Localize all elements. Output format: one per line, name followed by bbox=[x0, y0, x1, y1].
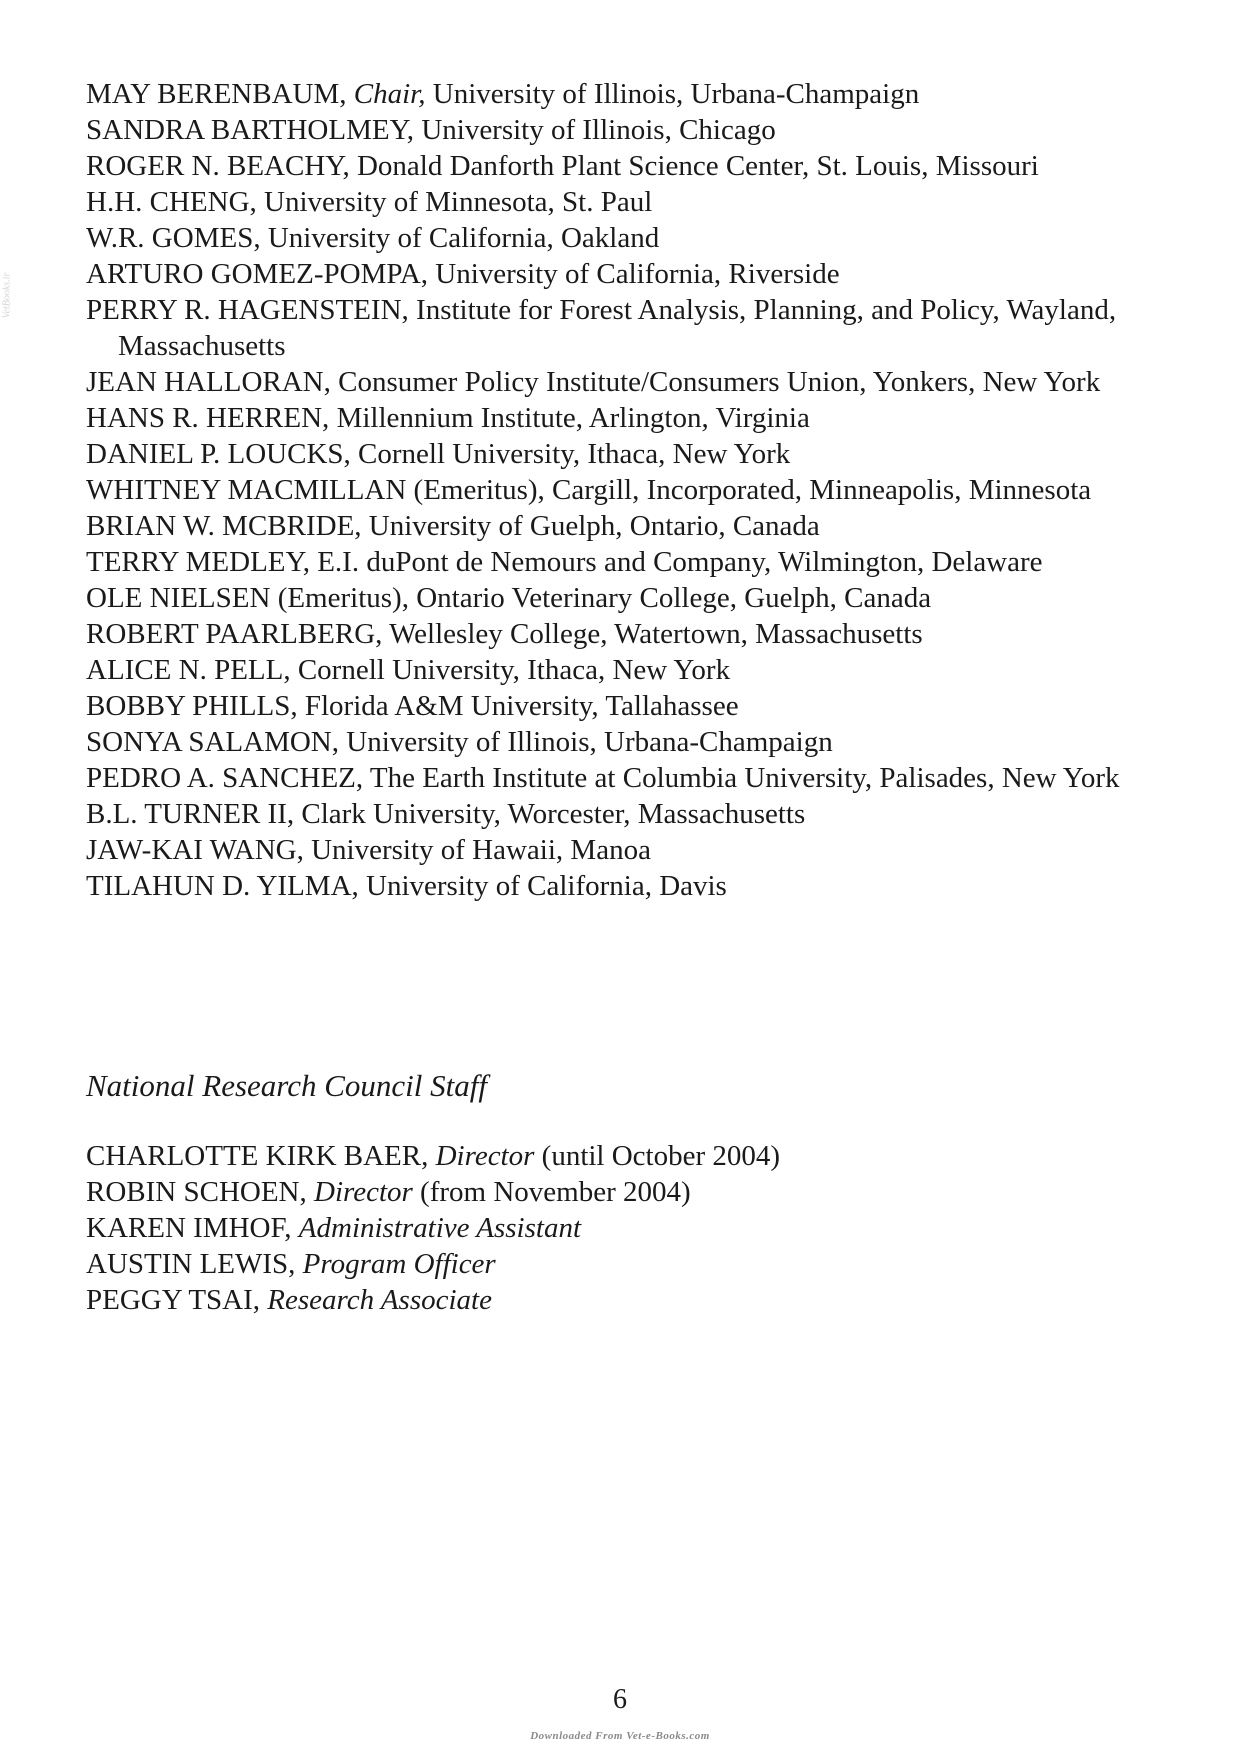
staff-title: Administrative Assistant bbox=[298, 1212, 582, 1244]
member-affiliation: Cornell University, Ithaca, New York bbox=[358, 438, 791, 470]
member-affiliation: The Earth Institute at Columbia University, Palisades, New York bbox=[369, 762, 1120, 794]
member-affiliation: (Emeritus), Cargill, Incorporated, Minneapolis, Minnesota bbox=[413, 474, 1092, 506]
member-name: ARTURO GOMEZ-POMPA, bbox=[86, 258, 436, 290]
member-affiliation: Florida A&M University, Tallahassee bbox=[304, 690, 739, 722]
member-name: MAY BERENBAUM, bbox=[86, 78, 354, 110]
member-affiliation: University of Guelph, Ontario, Canada bbox=[368, 510, 820, 542]
member-affiliation: Consumer Policy Institute/Consumers Union, Yonkers, New York bbox=[338, 366, 1101, 398]
member-affiliation: E.I. duPont de Nemours and Company, Wilmington, Delaware bbox=[317, 546, 1043, 578]
staff-name: AUSTIN LEWIS, bbox=[86, 1248, 303, 1280]
member-row bbox=[86, 796, 1166, 832]
member-affiliation: Millennium Institute, Arlington, Virginia bbox=[336, 402, 810, 434]
member-row bbox=[86, 508, 1166, 544]
staff-note: (until October 2004) bbox=[534, 1140, 781, 1172]
member-row bbox=[86, 652, 1166, 688]
member-name: JAW-KAI WANG, bbox=[86, 834, 312, 866]
member-affiliation: Institute for Forest Analysis, Planning, and Policy, Wayland, Massachusetts bbox=[118, 294, 1117, 362]
staff-title: Research Associate bbox=[267, 1284, 492, 1316]
page-number: 6 bbox=[613, 1684, 627, 1715]
member-row bbox=[86, 544, 1166, 580]
staff-row bbox=[86, 1246, 780, 1282]
member-affiliation: University of California, Oakland bbox=[267, 222, 660, 254]
member-row bbox=[86, 184, 1166, 220]
staff-row bbox=[86, 1138, 780, 1174]
staff-title: Program Officer bbox=[302, 1248, 496, 1280]
member-affiliation: University of Minnesota, St. Paul bbox=[264, 186, 653, 218]
member-row bbox=[86, 472, 1166, 508]
staff-row bbox=[86, 1174, 780, 1210]
member-name: TILAHUN D. YILMA, bbox=[86, 870, 367, 902]
staff-title: Director bbox=[314, 1176, 413, 1208]
staff-section-heading: National Research Council Staff bbox=[86, 1068, 487, 1103]
member-name: WHITNEY MACMILLAN bbox=[86, 474, 414, 506]
member-row bbox=[86, 832, 1166, 868]
staff-name: CHARLOTTE KIRK BAER, bbox=[86, 1140, 436, 1172]
staff-row bbox=[86, 1210, 780, 1246]
member-name: OLE NIELSEN bbox=[86, 582, 278, 614]
member-name: JEAN HALLORAN, bbox=[86, 366, 339, 398]
staff-note: (from November 2004) bbox=[412, 1176, 691, 1208]
member-affiliation: University of Hawaii, Manoa bbox=[311, 834, 651, 866]
member-affiliation: Cornell University, Ithaca, New York bbox=[297, 654, 731, 686]
staff-name: ROBIN SCHOEN, bbox=[86, 1176, 314, 1208]
side-watermark: VetBooks.ir bbox=[1, 272, 13, 319]
member-row bbox=[86, 220, 1166, 256]
member-affiliation: University of Illinois, Chicago bbox=[421, 114, 776, 146]
member-name: B.L. TURNER II, bbox=[86, 798, 302, 830]
member-name: HANS R. HERREN, bbox=[86, 402, 337, 434]
staff-name: PEGGY TSAI, bbox=[86, 1284, 268, 1316]
member-affiliation: Wellesley College, Watertown, Massachusetts bbox=[389, 618, 923, 650]
member-row bbox=[86, 724, 1166, 760]
member-name: ROBERT PAARLBERG, bbox=[86, 618, 390, 650]
member-row bbox=[86, 688, 1166, 724]
member-name: BOBBY PHILLS, bbox=[86, 690, 305, 722]
member-name: H.H. CHENG, bbox=[86, 186, 265, 218]
staff-title: Director bbox=[435, 1140, 535, 1172]
member-name: SONYA SALAMON, bbox=[86, 726, 347, 758]
download-footer-note: Downloaded From Vet-e-Books.com bbox=[530, 1730, 710, 1742]
member-name: ROGER N. BEACHY, bbox=[86, 150, 357, 182]
member-row bbox=[86, 292, 1166, 364]
member-row bbox=[86, 868, 1166, 904]
member-row bbox=[86, 580, 1166, 616]
staff-list bbox=[86, 1138, 780, 1318]
board-members-list bbox=[86, 76, 1166, 904]
member-row bbox=[86, 400, 1166, 436]
member-name: W.R. GOMES, bbox=[86, 222, 268, 254]
member-name: ALICE N. PELL, bbox=[86, 654, 298, 686]
member-affiliation: University of California, Riverside bbox=[435, 258, 840, 290]
member-affiliation: Donald Danforth Plant Science Center, St. Louis, Missouri bbox=[356, 150, 1039, 182]
member-name: SANDRA BARTHOLMEY, bbox=[86, 114, 422, 146]
member-name: BRIAN W. MCBRIDE, bbox=[86, 510, 369, 542]
member-row bbox=[86, 436, 1166, 472]
member-name: TERRY MEDLEY, bbox=[86, 546, 318, 578]
member-affiliation: University of Illinois, Urbana-Champaign bbox=[346, 726, 833, 758]
member-affiliation: University of California, Davis bbox=[366, 870, 727, 902]
member-name: PERRY R. HAGENSTEIN, bbox=[86, 294, 417, 326]
member-row bbox=[86, 76, 1166, 112]
member-affiliation: (Emeritus), Ontario Veterinary College, Guelph, Canada bbox=[277, 582, 932, 614]
member-row bbox=[86, 616, 1166, 652]
member-affiliation: Clark University, Worcester, Massachusetts bbox=[301, 798, 806, 830]
member-row bbox=[86, 256, 1166, 292]
member-row bbox=[86, 112, 1166, 148]
member-affiliation: University of Illinois, Urbana-Champaign bbox=[425, 78, 920, 110]
staff-name: KAREN IMHOF, bbox=[86, 1212, 299, 1244]
member-name: DANIEL P. LOUCKS, bbox=[86, 438, 359, 470]
member-row bbox=[86, 364, 1166, 400]
member-row bbox=[86, 148, 1166, 184]
member-role: Chair, bbox=[353, 78, 426, 110]
member-name: PEDRO A. SANCHEZ, bbox=[86, 762, 370, 794]
staff-row bbox=[86, 1282, 780, 1318]
member-row bbox=[86, 760, 1166, 796]
